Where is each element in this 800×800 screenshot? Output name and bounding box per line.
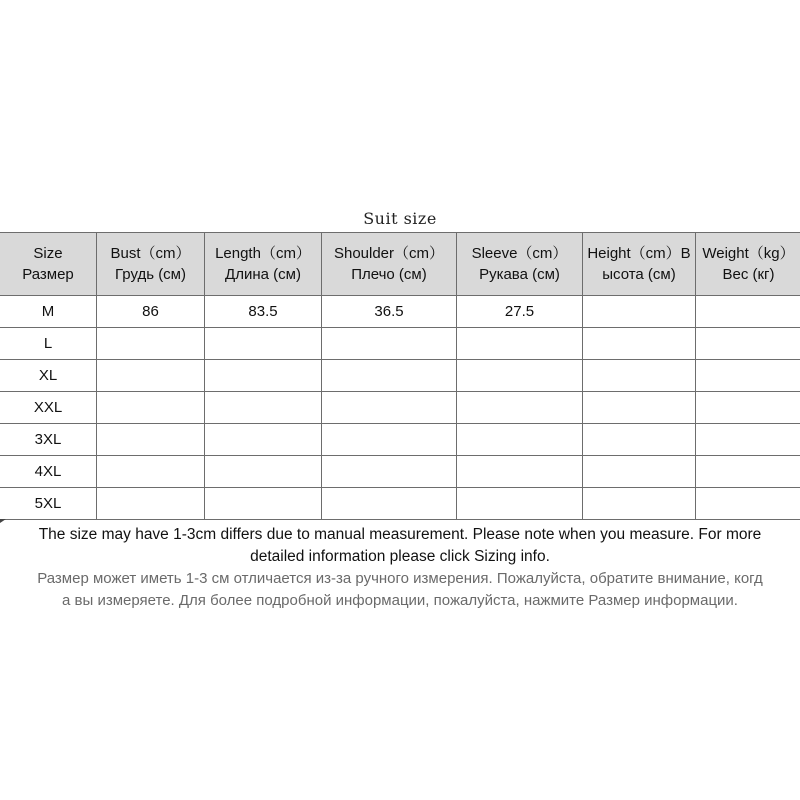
table-cell <box>322 392 457 424</box>
table-cell <box>322 328 457 360</box>
table-cell <box>583 328 696 360</box>
corner-mark <box>0 519 6 523</box>
table-cell <box>696 456 800 488</box>
table-cell <box>457 328 583 360</box>
note-en-line-2: detailed information please click Sizing info. <box>250 548 550 565</box>
table-cell <box>205 392 322 424</box>
table-cell <box>322 424 457 456</box>
header-height-ru: ысота (см) <box>602 266 676 283</box>
header-length-en: Length（cm） <box>215 245 311 262</box>
table-cell <box>583 360 696 392</box>
table-row <box>0 424 800 456</box>
header-weight <box>696 233 800 296</box>
table-cell: 83.5 <box>205 296 322 328</box>
measurement-note-russian <box>0 568 800 612</box>
table-cell <box>97 488 205 520</box>
header-height <box>583 233 696 296</box>
table-cell <box>457 360 583 392</box>
table-cell <box>457 488 583 520</box>
table-row <box>0 296 800 328</box>
header-shoulder <box>322 233 457 296</box>
table-cell <box>696 360 800 392</box>
table-cell <box>696 392 800 424</box>
header-bust <box>97 233 205 296</box>
table-cell: 5XL <box>0 488 97 520</box>
table-cell <box>205 328 322 360</box>
table-cell: 3XL <box>0 424 97 456</box>
table-cell <box>205 488 322 520</box>
table-cell: M <box>0 296 97 328</box>
table-row <box>0 392 800 424</box>
table-cell: L <box>0 328 97 360</box>
header-sleeve-en: Sleeve（cm） <box>471 245 568 262</box>
table-cell <box>205 424 322 456</box>
table-cell <box>457 424 583 456</box>
header-shoulder-ru: Плечо (см) <box>351 266 427 283</box>
table-cell <box>97 328 205 360</box>
size-table <box>0 232 800 520</box>
note-en-line-1: The size may have 1-3cm differs due to manual measurement. Please note when you measure. For more <box>38 526 762 543</box>
header-size-ru: Размер <box>22 266 74 283</box>
table-cell <box>97 392 205 424</box>
table-cell <box>97 424 205 456</box>
header-size <box>0 233 97 296</box>
table-cell: 86 <box>97 296 205 328</box>
measurement-note-english <box>0 524 800 568</box>
table-cell <box>583 456 696 488</box>
table-cell <box>583 424 696 456</box>
table-cell <box>696 296 800 328</box>
header-shoulder-en: Shoulder（cm） <box>333 245 445 262</box>
table-cell <box>322 488 457 520</box>
header-height-en: Height（cm）В <box>587 245 691 262</box>
table-header-row <box>0 233 800 296</box>
table-cell: XXL <box>0 392 97 424</box>
table-cell <box>696 328 800 360</box>
table-cell <box>205 456 322 488</box>
chart-title: Suit size <box>363 209 437 228</box>
table-row <box>0 488 800 520</box>
table-cell: 27.5 <box>457 296 583 328</box>
table-cell <box>696 424 800 456</box>
table-cell <box>457 392 583 424</box>
table-cell: 4XL <box>0 456 97 488</box>
table-cell: 36.5 <box>322 296 457 328</box>
header-weight-en: Weight（kg） <box>702 245 795 262</box>
table-cell <box>583 296 696 328</box>
header-bust-ru: Грудь (см) <box>115 266 186 283</box>
header-length <box>205 233 322 296</box>
table-cell <box>583 392 696 424</box>
note-ru-line-1: Размер может иметь 1-3 см отличается из-за ручного измерения. Пожалуйста, обратите внимание, когд <box>37 570 763 587</box>
table-cell <box>322 360 457 392</box>
table-cell: XL <box>0 360 97 392</box>
table-row <box>0 456 800 488</box>
table-cell <box>97 360 205 392</box>
table-cell <box>696 488 800 520</box>
table-cell <box>583 488 696 520</box>
header-sleeve <box>457 233 583 296</box>
header-sleeve-ru: Рукава (см) <box>479 266 560 283</box>
table-cell <box>97 456 205 488</box>
table-cell <box>205 360 322 392</box>
table-row <box>0 360 800 392</box>
header-weight-ru: Вес (кг) <box>722 266 775 283</box>
header-length-ru: Длина (см) <box>225 266 301 283</box>
table-cell <box>322 456 457 488</box>
table-cell <box>457 456 583 488</box>
table-row <box>0 328 800 360</box>
note-ru-line-2: а вы измеряете. Для более подробной информации, пожалуйста, нажмите Размер информации. <box>62 592 738 609</box>
header-size-en: Size <box>33 245 63 262</box>
header-bust-en: Bust（cm） <box>110 245 191 262</box>
